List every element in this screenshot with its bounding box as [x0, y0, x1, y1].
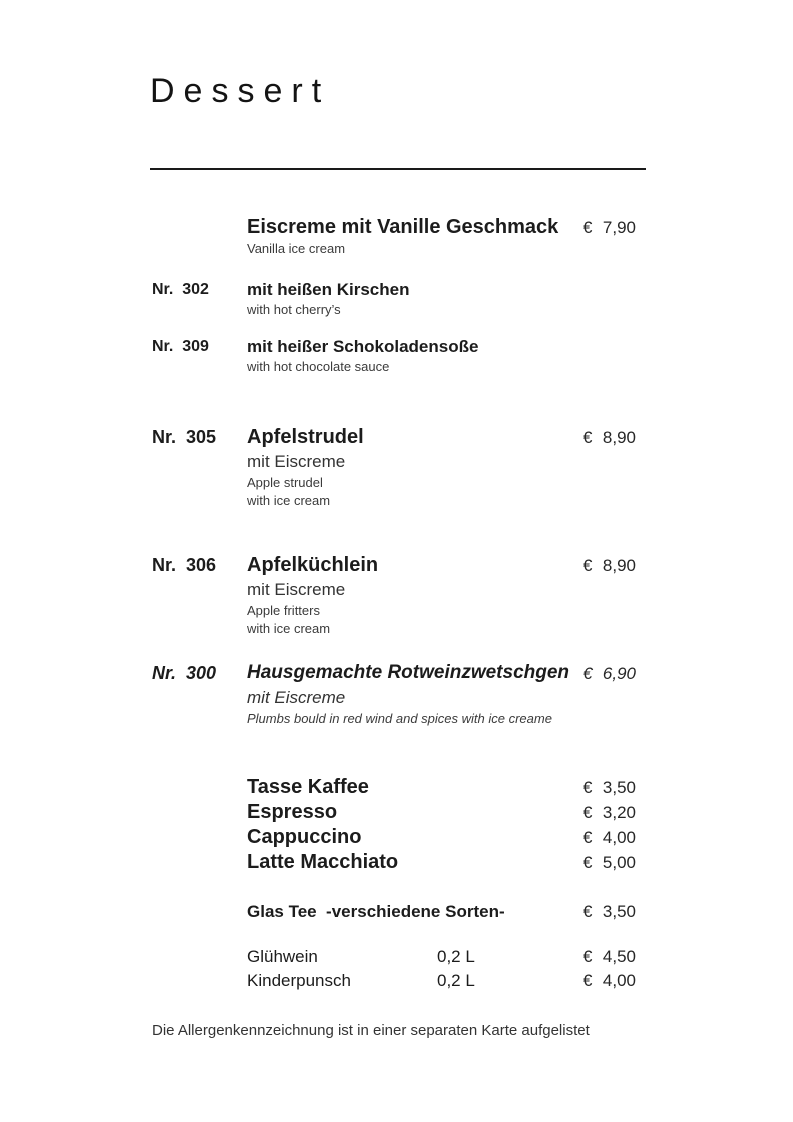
- item-number: Nr. 309: [152, 338, 209, 355]
- item-translation: with ice cream: [247, 493, 331, 508]
- price-value: 4,50: [602, 947, 636, 966]
- price-value: 3,20: [602, 803, 636, 822]
- item-translation: with hot chocolate sauce: [247, 359, 390, 374]
- divider-line: [150, 168, 646, 170]
- price-currency: €: [583, 803, 593, 822]
- price-currency: €: [583, 902, 593, 921]
- price-currency: €: [583, 664, 593, 683]
- item-price: [583, 850, 636, 875]
- item-name: Hausgemachte Rotweinzwetschgen: [247, 662, 570, 683]
- price-value: 8,90: [602, 428, 636, 447]
- item-name: mit heißen Kirschen: [247, 280, 410, 299]
- price-currency: €: [583, 828, 593, 847]
- item-subtitle: mit Eiscreme: [247, 452, 346, 471]
- item-price: [583, 969, 636, 993]
- item-name: Apfelküchlein: [247, 554, 379, 576]
- price-currency: €: [583, 428, 593, 447]
- item-subtitle: mit Eiscreme: [247, 580, 346, 599]
- price-value: 4,00: [602, 971, 636, 990]
- item-price: [583, 553, 636, 579]
- price-currency: €: [583, 218, 593, 237]
- item-translation: with ice cream: [247, 621, 331, 636]
- price-value: 4,00: [602, 828, 636, 847]
- price-value: 3,50: [602, 778, 636, 797]
- item-volume: 0,2 L: [437, 947, 475, 966]
- item-translation: with hot cherry’s: [247, 302, 341, 317]
- price-currency: €: [583, 778, 593, 797]
- item-price: [583, 825, 636, 850]
- page-title: Dessert: [150, 72, 331, 110]
- item-volume: 0,2 L: [437, 971, 475, 990]
- item-number: Nr. 302: [152, 281, 209, 298]
- item-name: Cappuccino: [247, 826, 362, 848]
- item-number: Nr. 300: [152, 663, 217, 683]
- price-value: 5,00: [602, 853, 636, 872]
- item-price: [583, 425, 636, 451]
- item-translation: Vanilla ice cream: [247, 241, 346, 256]
- price-value: 8,90: [602, 556, 636, 575]
- item-translation: Apple fritters: [247, 603, 320, 618]
- price-currency: €: [583, 947, 593, 966]
- item-price: [583, 945, 636, 969]
- item-name: Latte Macchiato: [247, 851, 399, 873]
- item-price: [583, 215, 636, 241]
- item-number: Nr. 306: [152, 555, 217, 575]
- price-currency: €: [583, 556, 593, 575]
- price-currency: €: [583, 971, 593, 990]
- item-name: Kinderpunsch: [247, 971, 351, 990]
- item-price: [583, 800, 636, 825]
- item-number: Nr. 305: [152, 427, 217, 447]
- item-name: Eiscreme mit Vanille Geschmack: [247, 216, 559, 238]
- item-name: Glas Tee -verschiedene Sorten-: [247, 902, 505, 921]
- price-value: 6,90: [602, 664, 636, 683]
- allergen-note: Die Allergenkennzeichnung ist in einer separaten Karte aufgelistet: [152, 1022, 590, 1039]
- price-value: 3,50: [602, 902, 636, 921]
- item-price: [583, 661, 636, 687]
- item-name: mit heißer Schokoladensoße: [247, 337, 479, 356]
- item-name: Apfelstrudel: [247, 426, 364, 448]
- price-currency: €: [583, 853, 593, 872]
- price-value: 7,90: [602, 218, 636, 237]
- item-price: [583, 901, 636, 923]
- item-name: Glühwein: [247, 947, 318, 966]
- item-subtitle: mit Eiscreme: [247, 688, 346, 707]
- item-translation: Apple strudel: [247, 475, 323, 490]
- item-translation: Plumbs bould in red wind and spices with ice creame: [247, 711, 552, 726]
- item-price: [583, 775, 636, 800]
- item-name: Espresso: [247, 801, 338, 823]
- item-name: Tasse Kaffee: [247, 776, 369, 798]
